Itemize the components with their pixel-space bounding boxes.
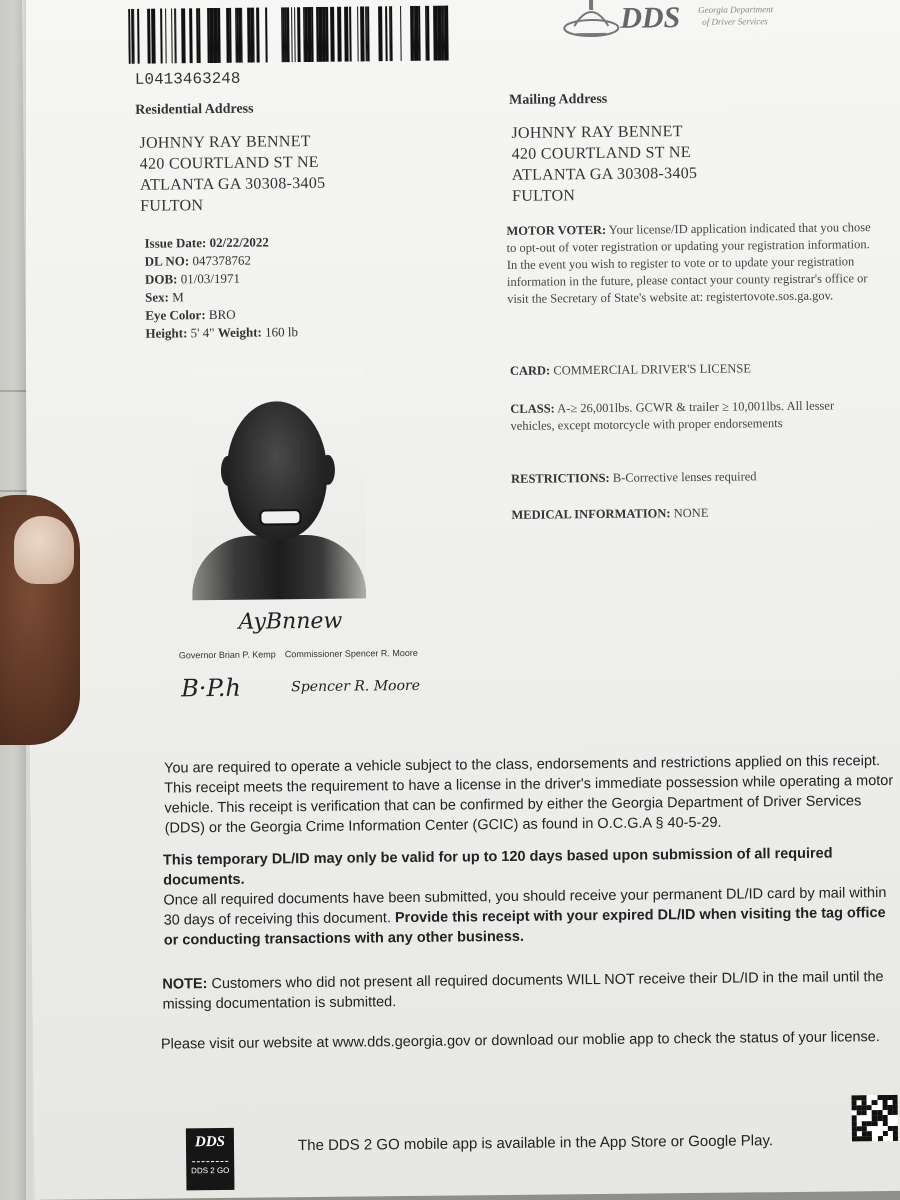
- issue-date-row: Issue Date: 02/22/2022: [144, 234, 269, 251]
- height-weight-row: Height: 5' 4" Weight: 160 lb: [145, 324, 299, 341]
- medical-information: MEDICAL INFORMATION: NONE: [511, 505, 709, 522]
- sex-value: M: [172, 289, 184, 305]
- dds-2-go-logo: [186, 1128, 235, 1190]
- note-paragraph: NOTE: Customers who did not present all required documents WILL NOT receive their DL/ID in the mail until the missing documentation is submitted.: [162, 969, 884, 1013]
- eye-color-value: BRO: [208, 306, 236, 323]
- dl-no-value: 047378762: [192, 252, 251, 269]
- dds-2-go-logo-bottom: DDS 2 GO: [191, 1165, 230, 1176]
- motor-voter-text: Your license/ID application indicated that you chose to opt-out of voter registration or updating your registration information. In the event you wish to register to vote or to update your registration information in the future, please contact your county registrar's office or visit the Secretary of State's website at: registertovote.sos.ga.gov.: [506, 220, 871, 306]
- motor-voter-notice: MOTOR VOTER: Your license/ID application indicated that you chose to opt-out of voter registration or updating your registration information. In the event you wish to register to vote or to update your registration information in the future, please contact your county registrar's office or visit the Secretary of State's website at: registertovote.sos.ga.gov.: [506, 220, 871, 306]
- mailing-street: 420 COURTLAND ST NE: [511, 144, 691, 163]
- permanent-card-text: Once all required documents have been submitted, you should receive your permanent DL/ID card by mail within 30 days of receiving this document.: [163, 884, 887, 929]
- residential-address-heading: Residential Address: [135, 101, 254, 118]
- license-photo: [190, 364, 366, 600]
- website-paragraph: Please visit our website at www.dds.georgia.gov or download our moblie app to check the status of your license.: [160, 1029, 880, 1053]
- dds-abbreviation: DDS: [620, 1, 681, 35]
- license-details: [144, 233, 298, 343]
- residential-city-state-zip: ATLANTA GA 30308-3405: [139, 174, 326, 194]
- mailing-address-block: [511, 121, 697, 207]
- commissioner-signature: Spencer R. Moore: [291, 677, 421, 696]
- mailing-county: FULTON: [511, 187, 576, 205]
- restrictions: RESTRICTIONS: B-Corrective lenses required: [510, 469, 757, 486]
- paragraph-vehicle-requirements: You are required to operate a vehicle subject to the class, endorsements and restrictions applied on this receipt. This receipt meets the requirement to have a license in the driver's immediate possession while operating a motor vehicle. This receipt is verification that can be confirmed by either the Georgia Department of Driver Services (DDS) or the Georgia Crime Information Center (GCIC) as found in O.C.G.A § 40-5-29.: [163, 753, 894, 837]
- barcode: [128, 6, 451, 64]
- residential-county: FULTON: [140, 197, 204, 215]
- mailing-address-heading: Mailing Address: [508, 91, 608, 108]
- card-type-value: COMMERCIAL DRIVER'S LICENSE: [553, 361, 752, 378]
- sex-row: Sex: M: [145, 289, 184, 305]
- residential-street: 420 COURTLAND ST NE: [139, 153, 319, 173]
- commissioner-caption: Commissioner Spencer R. Moore: [284, 647, 418, 660]
- agency-name-line1: Georgia Department: [698, 4, 774, 15]
- dds-2-go-logo-top: DDS: [194, 1133, 226, 1151]
- temporary-validity-text: This temporary DL/ID may only be valid for up to 120 days based upon submission of all required documents.: [162, 845, 833, 889]
- barcode-number: L0413463248: [134, 69, 241, 89]
- receipt-paper: [22, 0, 900, 1200]
- provide-receipt-text: Provide this receipt with your expired DL/ID when visiting the tag office or conducting transactions with any other business.: [163, 905, 886, 949]
- card-type: CARD: COMMERCIAL DRIVER'S LICENSE: [509, 361, 752, 378]
- license-class: CLASS: A-≥ 26,001lbs. GCWR & trailer ≥ 10,001lbs. All lesser vehicles, except motorcycle with proper endorsements: [510, 398, 835, 433]
- height-value: 5' 4": [190, 325, 215, 341]
- holder-signature: AyBnnew: [238, 608, 343, 635]
- license-class-value: A-≥ 26,001lbs. GCWR & trailer ≥ 10,001lbs. All lesser vehicles, except motorcycle with proper endorsements: [510, 398, 835, 433]
- paragraph-temporary-validity: [163, 843, 894, 951]
- dome-icon: [562, 0, 620, 42]
- dob-value: 01/03/1971: [180, 270, 240, 287]
- qr-code: [852, 1095, 898, 1141]
- mailing-city-state-zip: ATLANTA GA 30308-3405: [511, 164, 698, 184]
- issue-date-value: 02/22/2022: [209, 234, 269, 251]
- governor-caption: Governor Brian P. Kemp: [178, 649, 276, 661]
- weight-value: 160 lb: [265, 324, 299, 340]
- governor-signature: B·P.h: [181, 673, 242, 703]
- residential-address-block: [139, 131, 325, 217]
- agency-name-line2: of Driver Services: [702, 16, 768, 27]
- residential-name: JOHNNY RAY BENNET: [139, 132, 311, 152]
- mailing-name: JOHNNY RAY BENNET: [511, 123, 683, 142]
- dob-row: DOB: 01/03/1971: [144, 270, 240, 287]
- restrictions-value: B-Corrective lenses required: [612, 469, 757, 485]
- note-text: Customers who did not present all required documents WILL NOT receive their DL/ID in the mail until the missing documentation is submitted.: [162, 969, 884, 1013]
- dds-header-logo: [562, 0, 803, 46]
- thumbnail: [14, 516, 74, 584]
- app-availability-text: The DDS 2 GO mobile app is available in the App Store or Google Play.: [297, 1132, 774, 1155]
- eye-color-row: Eye Color: BRO: [145, 306, 236, 323]
- dl-no-row: DL NO: 047378762: [144, 252, 251, 269]
- medical-information-value: NONE: [673, 505, 709, 521]
